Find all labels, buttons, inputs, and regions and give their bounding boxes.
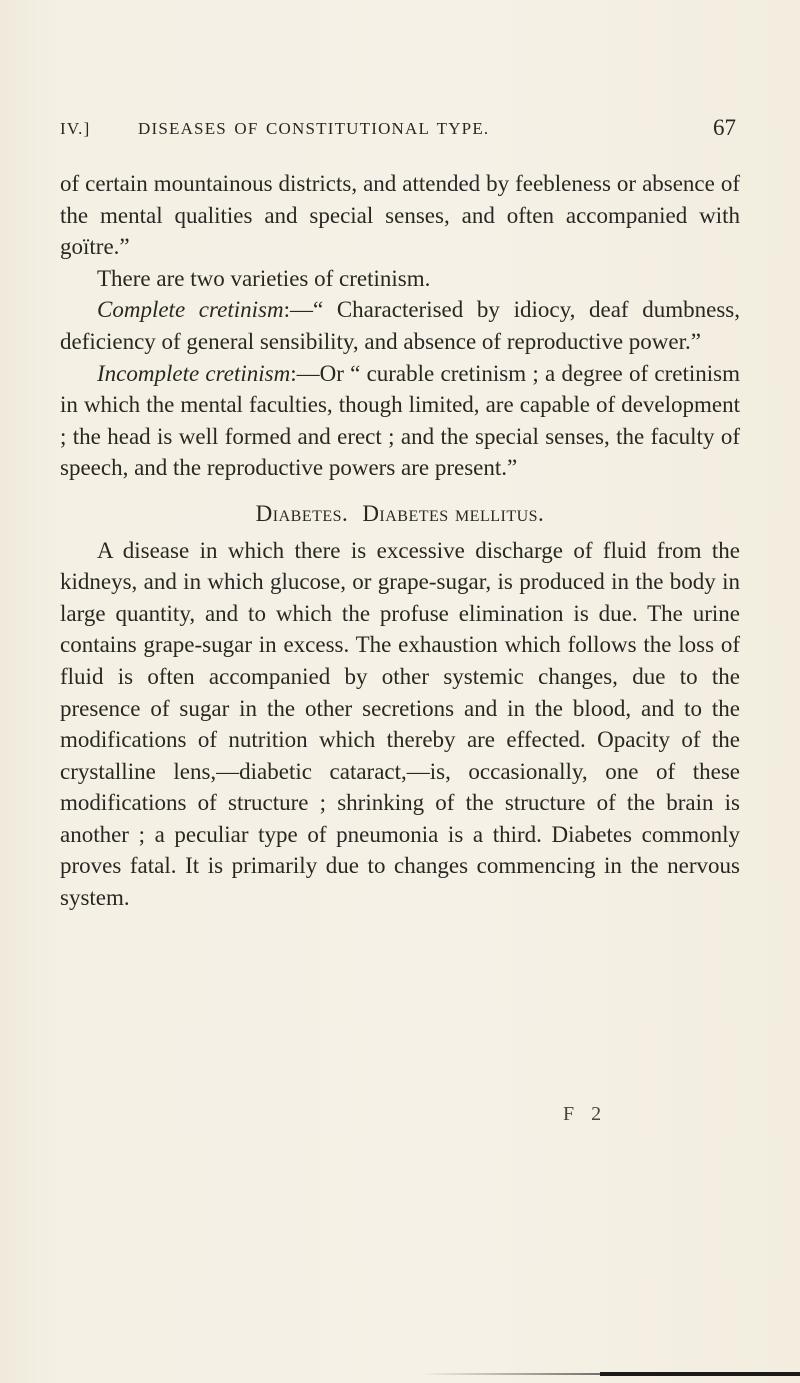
paragraph-varieties: There are two varieties of cretinism. <box>97 265 431 291</box>
paragraph-complete-cretinism <box>60 294 740 357</box>
heading-diabetes-mellitus: Diabetes mellitus. <box>362 500 545 526</box>
section-number: IV.] <box>60 119 91 138</box>
heading-diabetes: Diabetes. <box>255 500 349 526</box>
definition-complete-cretinism: :—“ Characterised by idiocy, deaf dumbness, deficiency of general sensibility, and absence of reproductive power.” <box>60 297 740 354</box>
paragraph-incomplete-cretinism <box>60 358 740 484</box>
paragraph-continuation: of certain mountainous districts, and attended by feebleness or absence of the mental qualities and special senses, and often accompanied with goïtre.” <box>60 171 740 260</box>
term-incomplete-cretinism: Incomplete cretinism <box>97 360 291 386</box>
term-complete-cretinism: Complete cretinism <box>97 297 284 323</box>
running-header <box>60 115 736 149</box>
page-number: 67 <box>713 115 736 140</box>
running-title: DISEASES OF CONSTITUTIONAL TYPE. <box>138 119 490 138</box>
signature-mark: F 2 <box>563 1103 608 1125</box>
paragraph-diabetes-definition: A disease in which there is excessive discharge of fluid from the kidneys, and in which glucose, or grape-sugar, is produced in the body in large quantity, and to which the profuse elimination is due. The urine contains grape-sugar in excess. The exhaustion which follows the loss of fluid is often accompanied by other systemic changes, due to the presence of sugar in the other secretions and in the blood, and to the modifications of nutrition which thereby are effected. Opacity of the crystalline lens,—diabetic cataract,—is, occasionally, one of these modifications of structure ; shrinking of the structure of the brain is another ; a peculiar type of pneumonia is a third. Diabetes commonly proves fatal. It is primarily due to changes commencing in the nervous system. <box>60 537 740 911</box>
section-heading <box>60 498 740 530</box>
page-edge-shadow-fade <box>420 1373 600 1375</box>
body-text <box>60 168 740 914</box>
page-edge-shadow <box>600 1372 800 1376</box>
definition-incomplete-cretinism: :—Or “ curable cretinism ; a degree of cretinism in which the mental faculties, though limited, are capable of development ; the head is well formed and erect ; and the special senses, the faculty of speech, and the reproductive powers are present.” <box>60 360 741 481</box>
